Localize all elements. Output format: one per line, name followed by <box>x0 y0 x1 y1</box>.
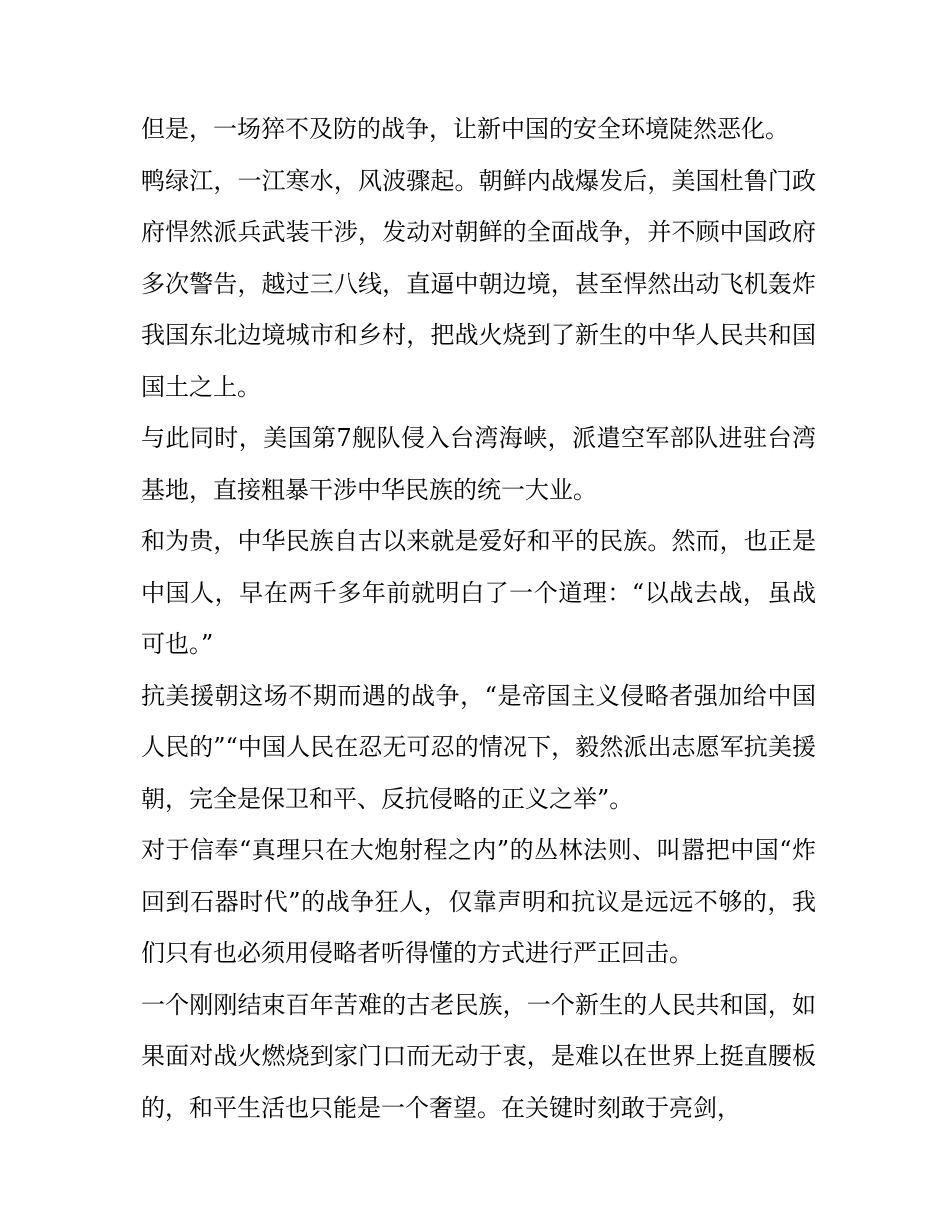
paragraph-4: 和为贵，中华民族自古以来就是爱好和平的民族。然而，也正是中国人，早在两千多年前就明白了一个道理：“以战去战，虽战可也。” <box>141 527 816 658</box>
paragraph-7: 一个刚刚结束百年苦难的古老民族，一个新生的人民共和国，如果面对战火燃烧到家门口而无动于衷，是难以在世界上挺直腰板的，和平生活也只能是一个奢望。在关键时刻敢于亮剑， <box>141 990 816 1122</box>
paragraph-6: 对于信奉“真理只在大炮射程之内”的丛林法则、叫嚣把中国“炸回到石器时代”的战争狂人，仅靠声明和抗议是远远不够的，我们只有也必须用侵略者听得懂的方式进行严正回击。 <box>141 836 816 967</box>
paragraph-5: 抗美援朝这场不期而遇的战争，“是帝国主义侵略者强加给中国人民的”“中国人民在忍无可忍的情况下，毅然派出志愿军抗美援朝，完全是保卫和平、反抗侵略的正义之举”。 <box>141 681 816 813</box>
paragraph-3: 与此同时，美国第7舰队侵入台湾海峡，派遣空军部队进驻台湾基地，直接粗暴干涉中华民族的统一大业。 <box>141 424 816 504</box>
paragraph-2: 鸭绿江，一江寒水，风波骤起。朝鲜内战爆发后，美国杜鲁门政府悍然派兵武装干涉，发动对朝鲜的全面战争，并不顾中国政府多次警告，越过三八线，直逼中朝边境，甚至悍然出动飞机轰炸我国东北边境城市和乡村，把战火烧到了新生的中华人民共和国国土之上。 <box>141 166 816 401</box>
paragraph-1: 但是，一场猝不及防的战争，让新中国的安全环境陡然恶化。 <box>141 115 789 143</box>
document-body <box>141 104 816 1134</box>
